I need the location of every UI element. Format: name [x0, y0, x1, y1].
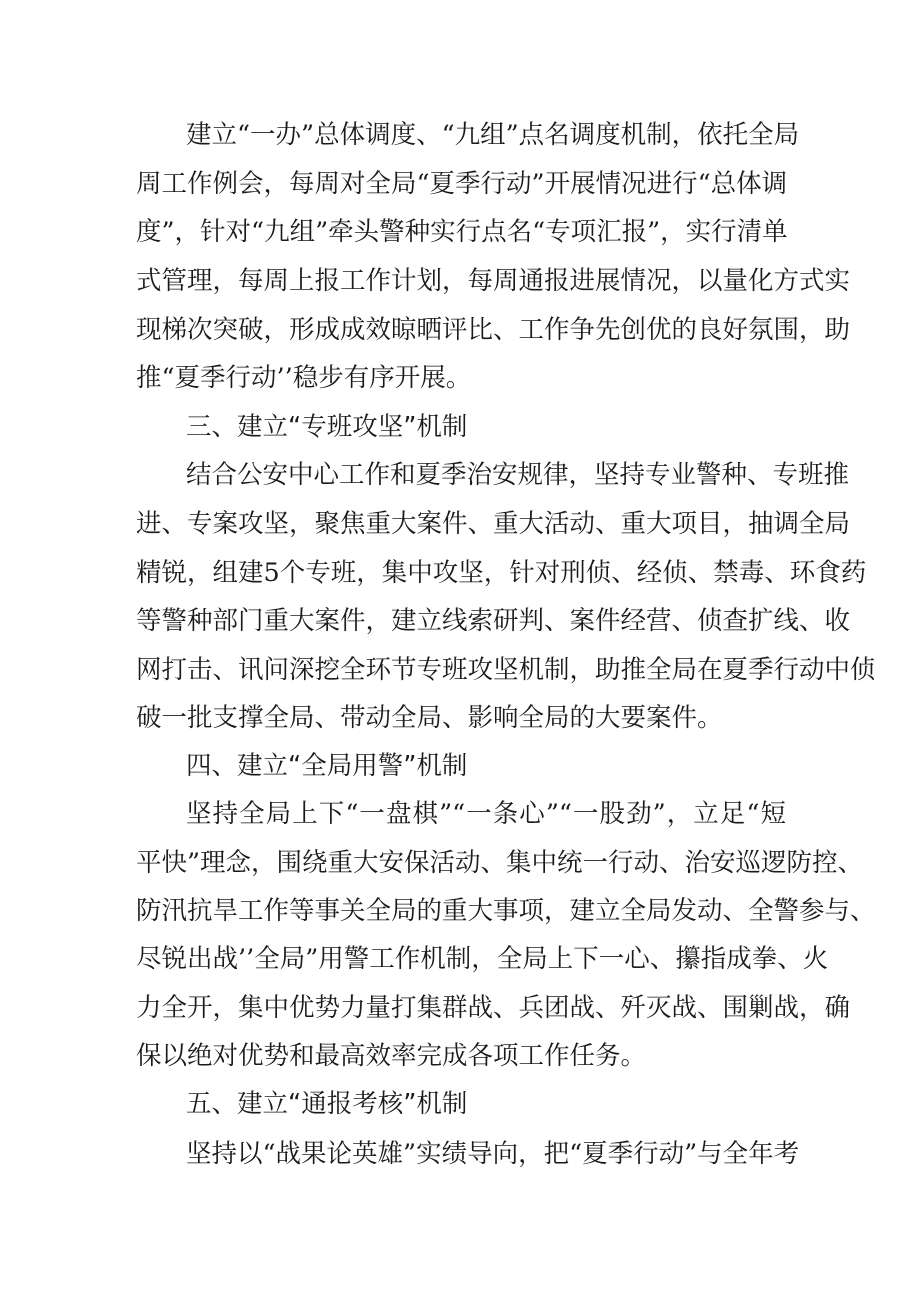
- paragraph-3-line-6: 保以绝对优势和最高效率完成各项工作任务。: [136, 1041, 647, 1071]
- paragraph-1-line-4: 式管理，每周上报工作计划，每周通报进展情况，以量化方式实: [136, 266, 851, 296]
- paragraph-2-line-3: 精锐，组建5个专班，集中攻坚，针对刑侦、经侦、禁毒、环食药: [136, 558, 867, 588]
- paragraph-3-line-5: 力全开，集中优势力量打集群战、兵团战、歼灭战、围剿战，确: [136, 993, 851, 1023]
- section-heading-5: 五、建立“通报考核”机制: [186, 1089, 468, 1119]
- paragraph-2-line-2: 进、专案攻坚，聚焦重大案件、重大活动、重大项目，抽调全局: [136, 509, 851, 539]
- section-heading-3: 三、建立“专班攻坚”机制: [186, 412, 468, 442]
- paragraph-1-line-1: 建立“一办”总体调度、“九组”点名调度机制，依托全局: [186, 120, 800, 150]
- paragraph-4-line-1: 坚持以“战果论英雄”实绩导向，把“夏季行动”与全年考: [186, 1139, 800, 1169]
- paragraph-3-line-3: 防汛抗旱工作等事关全局的重大事项，建立全局发动、全警参与、: [136, 896, 876, 926]
- paragraph-3-line-2: 平快”理念，围绕重大安保活动、集中统一行动、治安巡逻防控、: [136, 848, 864, 878]
- paragraph-3-line-1: 坚持全局上下“一盘棋”“一条心”“一股劲”，立足“短: [186, 799, 786, 829]
- paragraph-2-line-4: 等警种部门重大案件，建立线索研判、案件经营、侦查扩线、收: [136, 606, 851, 636]
- paragraph-2-line-1: 结合公安中心工作和夏季治安规律，坚持专业警种、专班推: [186, 460, 850, 490]
- paragraph-2-line-6: 破一批支撑全局、带动全局、影响全局的大要案件。: [136, 703, 723, 733]
- paragraph-1-line-2: 周工作例会，每周对全局“夏季行动”开展情况进行“总体调: [136, 169, 788, 199]
- paragraph-2-line-5: 网打击、讯问深挖全环节专班攻坚机制，助推全局在夏季行动中侦: [136, 655, 876, 685]
- paragraph-1-line-5: 现梯次突破，形成成效晾晒评比、工作争先创优的良好氛围，助: [136, 315, 851, 345]
- paragraph-3-line-4: 尽锐出战’’全局”用警工作机制，全局上下一心、攥指成拳、火: [136, 944, 829, 974]
- paragraph-1-line-3: 度”，针对“九组”牵头警种实行点名“专项汇报”，实行清单: [136, 217, 788, 247]
- paragraph-1-line-6: 推“夏季行动’’稳步有序开展。: [136, 363, 472, 393]
- section-heading-4: 四、建立“全局用警”机制: [186, 751, 468, 781]
